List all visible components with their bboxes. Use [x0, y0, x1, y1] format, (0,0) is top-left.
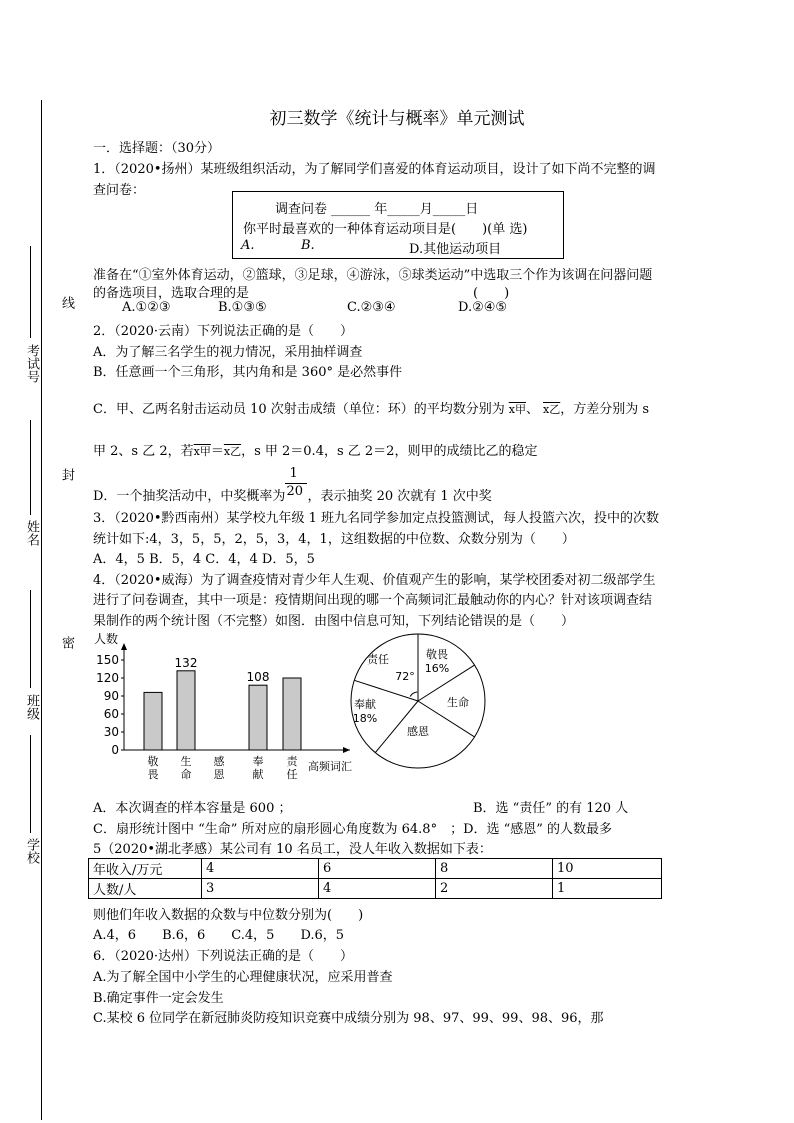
- data-label: 132: [174, 655, 198, 670]
- q3-line2: 统计如下:4，3，5，5，2，5，3，4，1，这组数据的中位数、众数分别为（ ）: [93, 532, 575, 547]
- data-label: 108: [246, 670, 270, 685]
- slice-label: 敬畏: [426, 648, 448, 661]
- table-cell: 1: [553, 879, 662, 899]
- x-axis-label: 高频词汇: [308, 760, 352, 773]
- q1-line2: 查问卷：: [93, 183, 146, 198]
- name-blank: [30, 420, 31, 515]
- bar-生命: [177, 671, 195, 750]
- x-yi-mean-2: x乙: [223, 445, 242, 458]
- x-yi-mean: x乙: [543, 403, 561, 416]
- y-tick-label: 0: [111, 743, 119, 757]
- q1-option-d: D.②④⑤: [458, 300, 508, 315]
- fraction-denominator: 20: [286, 484, 303, 499]
- bar-奉献: [249, 685, 267, 750]
- table-cell: 4: [319, 879, 436, 899]
- fraction-numerator: 1: [289, 466, 298, 481]
- q2-option-a: A．为了解三名学生的视力情况，采用抽样调查: [93, 345, 363, 360]
- table-cell: 2: [436, 879, 553, 899]
- table-row: [89, 879, 662, 899]
- survey-date-line: 调查问卷 ______ 年_____月_____日: [275, 202, 479, 217]
- school-blank: [30, 735, 31, 833]
- table-cell: 4: [202, 859, 319, 879]
- x-tick-label: 感: [213, 755, 225, 768]
- q2-c-text1: C．甲、乙两名射击运动员 10 次射击成绩（单位：环）的平均数分别为: [93, 402, 505, 417]
- q2-d-text2: ，表示抽奖 20 次就有 1 次中奖: [307, 489, 492, 504]
- table-cell: 年收入/万元: [89, 859, 202, 879]
- fraction: [285, 466, 307, 500]
- bar-责任: [283, 678, 301, 750]
- q1-line4: 的备选项目，选取合理的是: [93, 286, 250, 301]
- school-label: 学校: [24, 838, 39, 864]
- q1-line3: 准备在“①室外体育运动，②篮球，③足球，④游泳，⑤球类运动”中选取三个作为该调在问器问题: [93, 268, 653, 283]
- section-heading: 一．选择题：（30分）: [93, 141, 221, 156]
- q1-line1: 1．（2020•扬州）某班级组织活动，为了解同学们喜爱的体育运动项目，设计了如下尚不完整的调: [93, 162, 656, 177]
- pie-chart: [343, 628, 493, 778]
- bar-敬畏: [144, 692, 162, 750]
- q3-line1: 3．（2020•黔西南州）某学校九年级 1 班九名同学参加定点投篮测试，每人投篮六次，投中的次数: [93, 511, 660, 526]
- table-cell: 10: [553, 859, 662, 879]
- table-cell: 6: [319, 859, 436, 879]
- q6-option-a: A.为了解全国中小学生的心理健康状况，应采用普查: [93, 970, 393, 985]
- y-tick-label: 90: [103, 689, 119, 703]
- y-axis-arrow: [121, 643, 127, 650]
- seal-mi: 密: [59, 636, 74, 649]
- y-tick-label: 120: [96, 671, 119, 685]
- slice-annotation: 18%: [352, 712, 378, 725]
- slice-label: 责任: [367, 653, 389, 666]
- x-tick-label: 献: [252, 768, 264, 781]
- q6-option-c: C.某校 6 位同学在新冠肺炎防疫知识竞赛中成绩分别为 98、97、99、99、98、96，那: [93, 1011, 604, 1026]
- q4-line2: 进行了问卷调查，其中一项是：疫情期间出现的哪一个高频词汇最触动你的内心？针对该项调查结: [93, 593, 653, 608]
- x-jia-mean: x甲: [508, 403, 526, 416]
- x-tick-label: 责: [286, 755, 298, 768]
- y-tick-label: 150: [96, 653, 119, 667]
- income-table: [88, 858, 662, 899]
- slice-label: 感恩: [407, 725, 429, 738]
- class-label: 班级: [24, 694, 39, 720]
- survey-question: 你平时最喜欢的一种体育运动项目是( )(单 选): [243, 222, 528, 237]
- x-tick-label: 任: [286, 768, 298, 781]
- q2-c-text2: ，方差分别为 s: [560, 402, 650, 417]
- survey-option-b: B.: [301, 238, 315, 253]
- q4-option-b: B．选 “责任” 的有 120 人: [473, 801, 629, 816]
- seal-feng: 封: [59, 468, 74, 481]
- q4-line1: 4．（2020•威海）为了调查疫情对青少年人生观、价值观产生的影响，某学校团委对初二级部学生: [93, 573, 656, 588]
- q5-stem: 5（2020•湖北孝感）某公司有 10 名员工，没人年收入数据如下表：: [93, 842, 492, 857]
- q5-options: A.4，6 B.6，6 C.4，5 D.6，5: [93, 928, 345, 943]
- q4-option-c-d: C．扇形统计图中 “生命” 所对应的扇形圆心角度数为 64.8° ；D．选 “感恩” 的人数最多: [93, 822, 613, 837]
- slice-label: 生命: [447, 696, 469, 709]
- x-tick-label: 命: [180, 768, 192, 781]
- x-tick-label: 生: [180, 755, 192, 768]
- x-tick-label: 畏: [147, 768, 159, 781]
- survey-box: [232, 191, 564, 259]
- y-axis-label: 人数: [94, 632, 119, 646]
- survey-option-a: A.: [241, 238, 255, 253]
- survey-option-d: D.其他运动项目: [409, 242, 502, 257]
- slice-label: 奉献: [354, 698, 376, 711]
- table-cell: 8: [436, 859, 553, 879]
- q2-option-c-line2: [93, 440, 537, 459]
- x-jia-mean-2: x甲: [193, 445, 211, 458]
- q2-c-text3: 甲 2、s 乙 2，若: [93, 444, 194, 459]
- q4-line3: 果制作的两个统计图（不完整）如图．由图中信息可知，下列结论错误的是（ ）: [93, 614, 575, 629]
- q1-answer-bracket: ( ): [473, 286, 510, 301]
- q2-c-eq: ＝: [210, 444, 224, 459]
- q2-option-b: B．任意画一个三角形，其内角和是 360° 是必然事件: [93, 365, 403, 380]
- slice-annotation: 72°: [395, 670, 415, 683]
- q1-option-b: B.①③⑤: [218, 300, 267, 315]
- slice-annotation: 16%: [424, 662, 450, 675]
- seal-xian: 线: [59, 296, 74, 309]
- q5-question: 则他们年收入数据的众数与中位数分别为( ): [93, 908, 364, 923]
- y-tick-label: 60: [103, 707, 119, 721]
- x-tick-label: 恩: [213, 768, 225, 781]
- table-cell: 人数/人: [89, 879, 202, 899]
- q2-stem: 2．（2020·云南）下列说法正确的是（ ）: [93, 324, 353, 339]
- binding-line: [41, 100, 42, 1120]
- x-tick-label: 奉: [252, 755, 264, 768]
- table-row: [89, 859, 662, 879]
- q3-options: A．4，5 B．5，4 C．4，4 D．5，5: [93, 552, 315, 567]
- x-tick-label: 敬: [147, 755, 159, 768]
- y-tick-label: 30: [103, 725, 119, 739]
- q2-option-c-line1: [93, 398, 649, 417]
- table-cell: 3: [202, 879, 319, 899]
- q4-option-a: A．本次调查的样本容量是 600 ；: [93, 801, 292, 816]
- q2-c-sep: 、: [525, 402, 539, 417]
- q1-option-a: A.①②③: [122, 300, 171, 315]
- page-title: 初三数学《统计与概率》单元测试: [269, 109, 525, 129]
- q2-c-text4: ，s 甲 2＝0.4，s 乙 2＝2，则甲的成绩比乙的稳定: [241, 444, 538, 459]
- q1-option-c: C.②③④: [347, 300, 396, 315]
- q6-option-b: B.确定事件一定会发生: [93, 991, 224, 1006]
- q6-stem: 6．（2020·达州）下列说法正确的是（ ）: [93, 949, 353, 964]
- exam-no-blank: [30, 246, 31, 338]
- q2-d-text1: D．一个抽奖活动中，中奖概率为: [93, 489, 286, 504]
- q2-option-d: [93, 466, 492, 504]
- name-label: 姓名: [24, 520, 39, 546]
- class-blank: [30, 590, 31, 688]
- exam-no-label: 考试号: [24, 344, 39, 383]
